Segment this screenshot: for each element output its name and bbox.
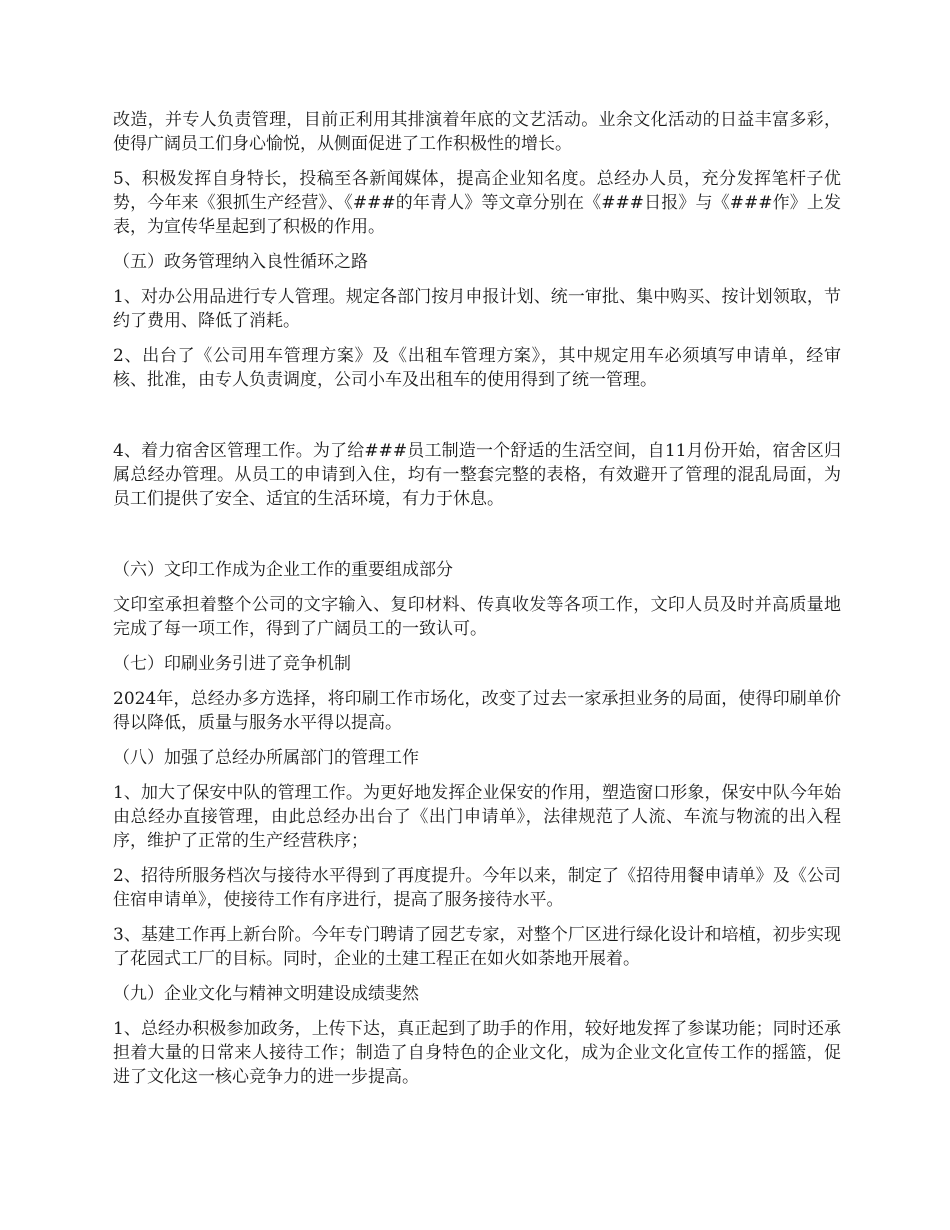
paragraph-culture-activities: 改造，并专人负责管理，目前正利用其排演着年底的文艺活动。业余文化活动的日益丰富多彩，使得广阔员工们身心愉悦，从侧面促进了工作积极性的增长。 [113,110,841,154]
section-heading-8: （八）加强了总经办所属部门的管理工作 [113,748,419,768]
paragraph-security-team: 1、加大了保安中队的管理工作。为更好地发挥企业保安的作用，塑造窗口形象，保安中队今年始由总经办直接管理，由此总经办出台了《出门申请单》，法律规范了人流、车流与物流的出入程序，维护了正常的生产经营秩序； [113,783,841,851]
paragraph-media-publicity: 5、积极发挥自身特长，投稿至各新闻媒体，提高企业知名度。总经办人员，充分发挥笔杆子优势，今年来《狠抓生产经营》、《###的年青人》等文章分别在《###日报》与《###作》上发表，为宣传华星起到了积极的作用。 [113,169,841,237]
paragraph-printing-competition: 2024年，总经办多方选择，将印刷工作市场化，改变了过去一家承担业务的局面，使得印刷单价得以降低，质量与服务水平得以提高。 [113,689,841,733]
section-heading-5: （五）政务管理纳入良性循环之路 [113,252,368,272]
paragraph-vehicle-management: 2、出台了《公司用车管理方案》及《出租车管理方案》，其中规定用车必须填写申请单，经审核、批准，由专人负责调度，公司小车及出租车的使用得到了统一管理。 [113,346,841,390]
paragraph-corporate-culture: 1、总经办积极参加政务，上传下达，真正起到了助手的作用，较好地发挥了参谋功能；同时还承担着大量的日常来人接待工作；制造了自身特色的企业文化，成为企业文化宣传工作的摇篮，促进了文化这一核心竞争力的进一步提高。 [113,1019,841,1087]
section-heading-7: （七）印刷业务引进了竞争机制 [113,654,351,674]
section-heading-9: （九）企业文化与精神文明建设成绩斐然 [113,984,419,1004]
section-heading-6: （六）文印工作成为企业工作的重要组成部分 [113,560,453,580]
paragraph-dormitory-management: 4、着力宿舍区管理工作。为了给###员工制造一个舒适的生活空间，自11月份开始，宿舍区归属总经办管理。从员工的申请到入住，均有一整套完整的表格，有效避开了管理的混乱局面，为员工们提供了安全、适宜的生活环境，有力于休息。 [113,441,841,509]
paragraph-guesthouse-service: 2、招待所服务档次与接待水平得到了再度提升。今年以来，制定了《招待用餐申请单》及《公司住宿申请单》，使接待工作有序进行，提高了服务接待水平。 [113,866,841,910]
paragraph-infrastructure: 3、基建工作再上新台阶。今年专门聘请了园艺专家，对整个厂区进行绿化设计和培植，初步实现了花园式工厂的目标。同时，企业的土建工程正在如火如荼地开展着。 [113,925,841,969]
paragraph-printing-office: 文印室承担着整个公司的文字输入、复印材料、传真收发等各项工作，文印人员及时并高质量地完成了每一项工作，得到了广阔员工的一致认可。 [113,595,841,639]
document-page [113,108,841,1089]
paragraph-office-supplies: 1、对办公用品进行专人管理。规定各部门按月申报计划、统一审批、集中购买、按计划领取，节约了费用、降低了消耗。 [113,287,841,331]
